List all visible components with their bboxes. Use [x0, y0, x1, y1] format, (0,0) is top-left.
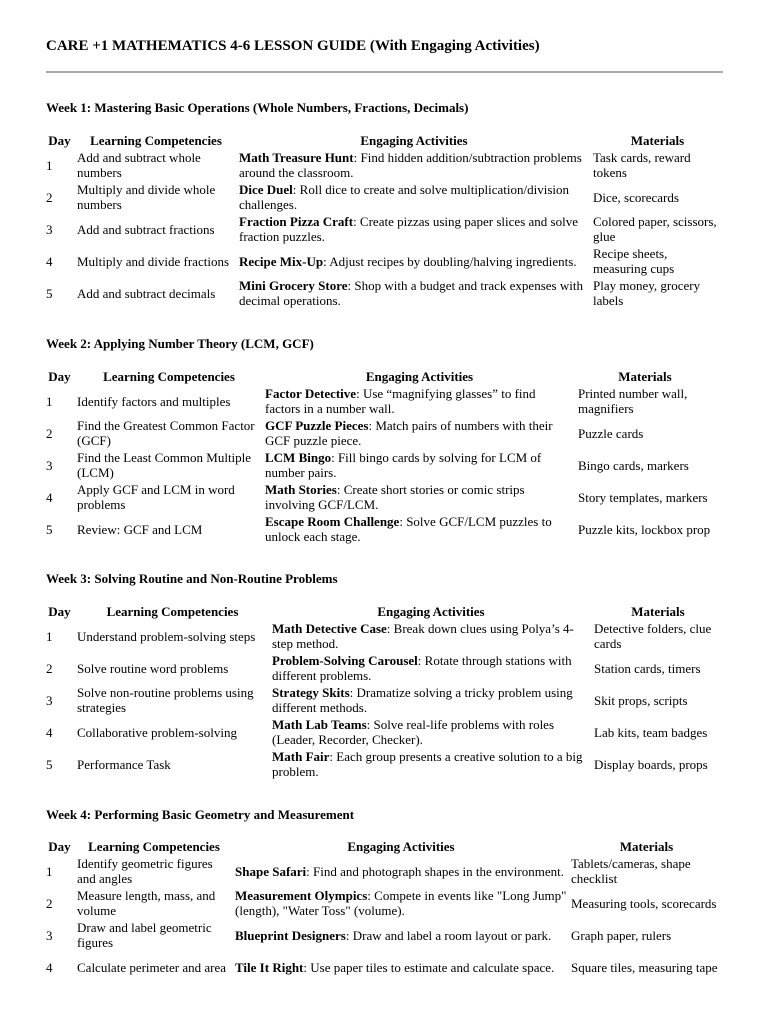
- materials-cell: Station cards, timers: [594, 660, 701, 676]
- activity-name: Shape Safari: [235, 863, 307, 879]
- activity-description: : Find hidden addition/subtraction problems around the classroom.: [239, 150, 582, 180]
- table-row: [44, 481, 714, 513]
- week-1-table: [44, 131, 724, 309]
- table-row: [44, 855, 724, 887]
- day-cell: 2: [46, 895, 53, 911]
- activity-name: Escape Room Challenge: [265, 514, 400, 529]
- activity-cell: [270, 716, 592, 748]
- week-3-heading: Week 3: Solving Routine and Non-Routine Problems: [46, 571, 338, 586]
- header-day: Day: [48, 838, 71, 854]
- competency-cell: Add and subtract fractions: [77, 221, 215, 237]
- competency-cell: Identify geometric figures and angles: [77, 856, 213, 886]
- week-4-heading: Week 4: Performing Basic Geometry and Measurement: [46, 807, 355, 822]
- activity-name: Math Stories: [265, 482, 337, 497]
- activity-description: : Solve GCF/LCM puzzles to unlock each stage.: [265, 514, 552, 544]
- day-cell: 1: [46, 863, 53, 879]
- document-title: CARE +1 MATHEMATICS 4-6 LESSON GUIDE (With Engaging Activities): [46, 38, 540, 54]
- activity-name: Math Treasure Hunt: [239, 150, 354, 165]
- activity-name: Blueprint Designers: [235, 927, 346, 943]
- day-cell: 2: [46, 189, 53, 205]
- header-materials: Materials: [619, 838, 674, 854]
- activity-description: : Fill bingo cards by solving for LCM of number pairs.: [265, 450, 542, 480]
- materials-cell: Colored paper, scissors, glue: [593, 214, 717, 244]
- table-row: [44, 449, 714, 481]
- activity-description: : Use paper tiles to estimate and calculate space.: [303, 959, 555, 975]
- header-competencies: Learning Competencies: [88, 838, 220, 854]
- activity-cell: [237, 181, 591, 213]
- materials-cell: Printed number wall, magnifiers: [578, 386, 688, 416]
- activity-cell: [233, 919, 569, 951]
- table-row: [44, 181, 724, 213]
- competency-cell: Draw and label geometric figures: [77, 920, 212, 950]
- competency-cell: Measure length, mass, and volume: [77, 888, 216, 918]
- competency-cell: Review: GCF and LCM: [77, 521, 203, 537]
- activity-description: : Solve real-life problems with roles (Leader, Recorder, Checker).: [272, 717, 555, 747]
- materials-cell: Puzzle cards: [578, 425, 644, 441]
- activity-name: Problem-Solving Carousel: [272, 653, 418, 668]
- header-materials: Materials: [630, 132, 685, 148]
- materials-cell: Square tiles, measuring tape: [571, 959, 718, 975]
- header-competencies: Learning Competencies: [106, 603, 239, 619]
- materials-cell: Skit props, scripts: [594, 692, 688, 708]
- day-cell: 4: [46, 959, 53, 975]
- activity-description: : Shop with a budget and track expenses with decimal operations.: [239, 278, 583, 308]
- competency-cell: Apply GCF and LCM in word problems: [77, 482, 235, 512]
- table-row: [44, 716, 724, 748]
- day-cell: 4: [46, 724, 53, 740]
- materials-cell: Display boards, props: [594, 756, 708, 772]
- materials-cell: Tablets/cameras, shape checklist: [571, 856, 691, 886]
- week-3-table: [44, 602, 724, 780]
- header-activities: Engaging Activities: [347, 838, 455, 854]
- materials-cell: Graph paper, rulers: [571, 927, 672, 943]
- activity-name: Factor Detective: [265, 386, 357, 401]
- activity-name: Tile It Right: [235, 959, 304, 975]
- day-cell: 5: [46, 521, 53, 537]
- competency-cell: Find the Least Common Multiple (LCM): [77, 450, 252, 480]
- competency-cell: Multiply and divide whole numbers: [77, 182, 216, 212]
- activity-description: : Find and photograph shapes in the environment.: [306, 863, 564, 879]
- activity-description: : Dramatize solving a tricky problem using different methods.: [272, 685, 573, 715]
- activity-description: : Rotate through stations with different problems.: [272, 653, 572, 683]
- materials-cell: Play money, grocery labels: [593, 278, 701, 308]
- competency-cell: Add and subtract decimals: [77, 285, 216, 301]
- table-row: [44, 245, 724, 277]
- activity-name: Strategy Skits: [272, 685, 350, 700]
- table-row: [44, 620, 724, 652]
- table-row: [44, 951, 724, 983]
- competency-cell: Collaborative problem-solving: [77, 724, 237, 740]
- day-cell: 3: [46, 457, 53, 473]
- activity-description: : Break down clues using Polya’s 4-step method.: [272, 621, 574, 651]
- table-header-row: [44, 837, 724, 855]
- day-cell: 4: [46, 489, 53, 505]
- activity-name: GCF Puzzle Pieces: [265, 418, 369, 433]
- table-row: [44, 513, 714, 545]
- activity-name: Math Detective Case: [272, 621, 387, 636]
- day-cell: 3: [46, 692, 53, 708]
- activity-cell: [263, 513, 576, 545]
- competency-cell: Solve non-routine problems using strategies: [77, 685, 254, 715]
- activity-name: Math Lab Teams: [272, 717, 367, 732]
- day-cell: 1: [46, 628, 53, 644]
- activity-name: LCM Bingo: [265, 450, 332, 465]
- table-row: [44, 417, 714, 449]
- activity-description: : Each group presents a creative solution to a big problem.: [272, 749, 583, 779]
- competency-cell: Find the Greatest Common Factor (GCF): [77, 418, 255, 448]
- activity-name: Recipe Mix-Up: [239, 253, 324, 269]
- materials-cell: Puzzle kits, lockbox prop: [578, 521, 711, 537]
- activity-name: Math Fair: [272, 749, 330, 764]
- materials-cell: Bingo cards, markers: [578, 457, 689, 473]
- materials-cell: Dice, scorecards: [593, 189, 679, 205]
- activity-name: Measurement Olympics: [235, 888, 368, 903]
- materials-cell: Measuring tools, scorecards: [571, 895, 717, 911]
- materials-cell: Detective folders, clue cards: [594, 621, 712, 651]
- materials-cell: Task cards, reward tokens: [593, 150, 691, 180]
- title-divider: [46, 71, 723, 73]
- activity-cell: [237, 149, 591, 181]
- activity-cell: [233, 887, 569, 919]
- activity-description: : Use “magnifying glasses” to find factors in a number wall.: [265, 386, 536, 416]
- day-cell: 1: [46, 157, 53, 173]
- activity-cell: [270, 684, 592, 716]
- activity-description: : Adjust recipes by doubling/halving ingredients.: [323, 253, 577, 269]
- activity-description: : Roll dice to create and solve multiplication/division challenges.: [239, 182, 569, 212]
- week-4-table: [44, 837, 724, 983]
- activity-cell: [233, 855, 569, 887]
- header-day: Day: [48, 132, 71, 148]
- activity-name: Dice Duel: [239, 182, 293, 197]
- table-row: [44, 887, 724, 919]
- header-activities: Engaging Activities: [365, 368, 474, 384]
- table-row: [44, 684, 724, 716]
- activity-description: : Match pairs of numbers with their GCF puzzle piece.: [265, 418, 553, 448]
- activity-description: : Draw and label a room layout or park.: [345, 927, 552, 943]
- activity-cell: [263, 449, 576, 481]
- activity-cell: [263, 385, 576, 417]
- activity-description: : Create pizzas using paper slices and solve fraction puzzles.: [239, 214, 578, 244]
- competency-cell: Understand problem-solving steps: [77, 628, 256, 644]
- activity-description: : Compete in events like "Long Jump" (length), "Water Toss" (volume).: [235, 888, 567, 918]
- table-row: [44, 748, 724, 780]
- activity-name: Fraction Pizza Craft: [239, 214, 354, 229]
- header-competencies: Learning Competencies: [103, 368, 235, 384]
- header-materials: Materials: [631, 603, 685, 619]
- day-cell: 2: [46, 425, 53, 441]
- activity-cell: [270, 620, 592, 652]
- week-2-table: [44, 367, 714, 545]
- day-cell: 3: [46, 221, 53, 237]
- table-header-row: [44, 602, 724, 620]
- table-row: [44, 919, 724, 951]
- table-header-row: [44, 367, 714, 385]
- table-row: [44, 149, 724, 181]
- header-day: Day: [48, 368, 71, 384]
- activity-cell: [237, 245, 591, 277]
- table-row: [44, 277, 724, 309]
- activity-cell: [263, 417, 576, 449]
- competency-cell: Multiply and divide fractions: [77, 253, 230, 269]
- materials-cell: Lab kits, team badges: [594, 724, 708, 740]
- activity-description: : Create short stories or comic strips involving GCF/LCM.: [265, 482, 525, 512]
- week-1-heading: Week 1: Mastering Basic Operations (Whole Numbers, Fractions, Decimals): [46, 100, 469, 115]
- header-competencies: Learning Competencies: [90, 132, 222, 148]
- header-activities: Engaging Activities: [360, 132, 468, 148]
- materials-cell: Story templates, markers: [578, 489, 708, 505]
- table-row: [44, 213, 724, 245]
- table-row: [44, 652, 724, 684]
- week-2-heading: Week 2: Applying Number Theory (LCM, GCF): [46, 336, 314, 351]
- competency-cell: Identify factors and multiples: [77, 393, 231, 409]
- table-header-row: [44, 131, 724, 149]
- day-cell: 5: [46, 756, 53, 772]
- table-row: [44, 385, 714, 417]
- day-cell: 4: [46, 253, 53, 269]
- activity-cell: [233, 951, 569, 983]
- header-activities: Engaging Activities: [377, 603, 485, 619]
- activity-cell: [237, 213, 591, 245]
- day-cell: 1: [46, 393, 53, 409]
- header-day: Day: [48, 603, 71, 619]
- competency-cell: Calculate perimeter and area: [77, 959, 227, 975]
- day-cell: 3: [46, 927, 53, 943]
- competency-cell: Add and subtract whole numbers: [77, 150, 201, 180]
- activity-name: Mini Grocery Store: [239, 278, 348, 293]
- competency-cell: Solve routine word problems: [77, 660, 229, 676]
- competency-cell: Performance Task: [77, 756, 171, 772]
- activity-cell: [263, 481, 576, 513]
- activity-cell: [237, 277, 591, 309]
- materials-cell: Recipe sheets, measuring cups: [593, 246, 675, 276]
- day-cell: 5: [46, 285, 53, 301]
- activity-cell: [270, 748, 592, 780]
- header-materials: Materials: [618, 368, 672, 384]
- activity-cell: [270, 652, 592, 684]
- day-cell: 2: [46, 660, 53, 676]
